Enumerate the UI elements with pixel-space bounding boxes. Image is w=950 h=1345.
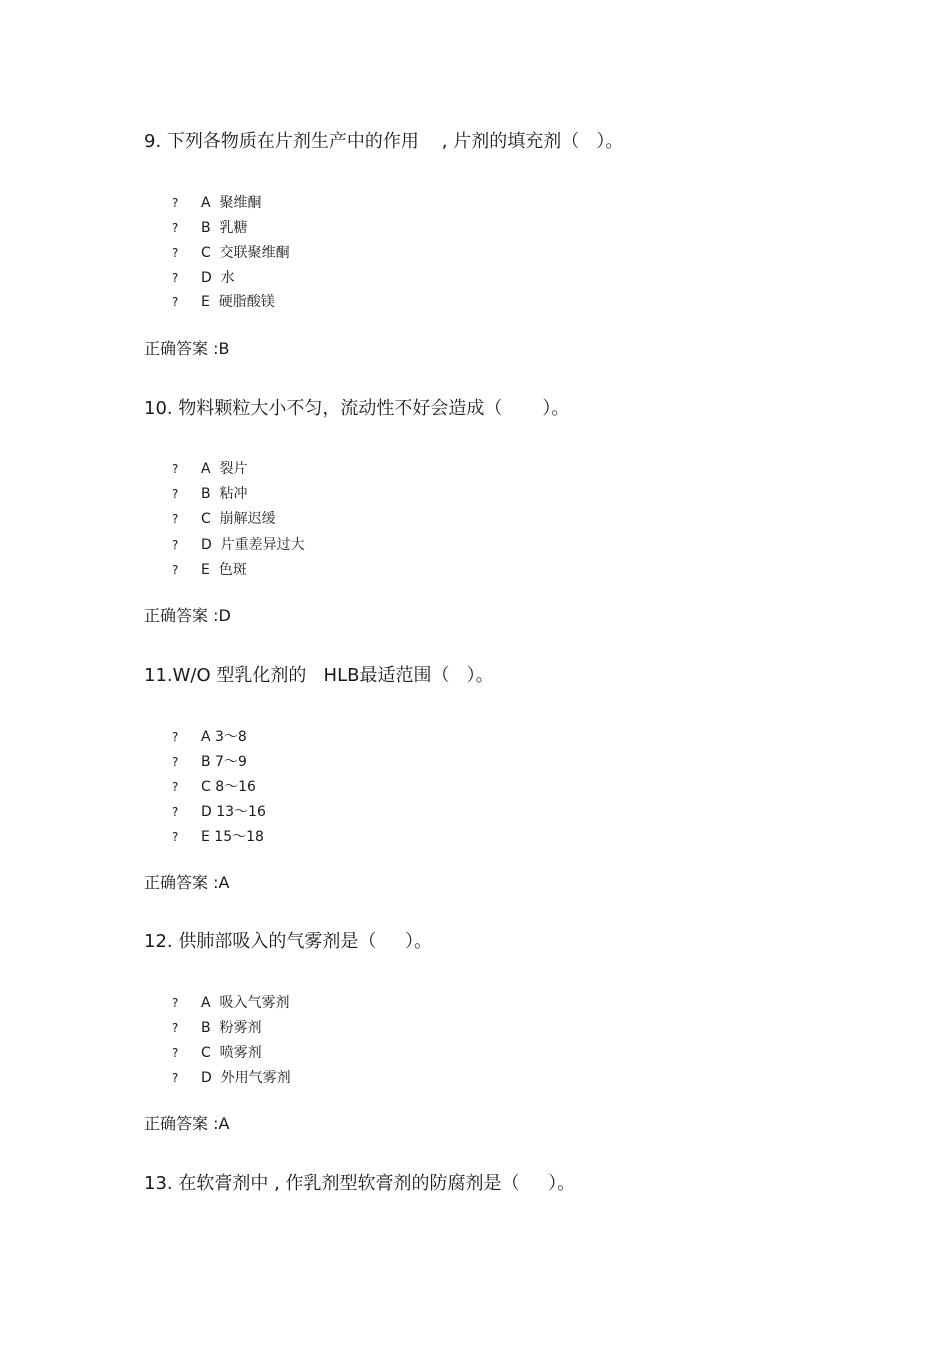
option-label: B 乳糖 <box>201 220 248 236</box>
bullet-marker: ? <box>172 1021 179 1035</box>
question-13-title: 13. 在软膏剂中 , 作乳剂型软膏剂的防腐剂是（ ）。 <box>144 1173 576 1194</box>
question-11-option-b <box>172 753 247 771</box>
question-9-option-d <box>172 269 235 287</box>
option-label: D 外用气雾剂 <box>201 1070 291 1086</box>
question-12-option-c <box>172 1044 262 1062</box>
bullet-marker: ? <box>172 563 179 577</box>
option-label: A 吸入气雾剂 <box>201 995 290 1011</box>
bullet-marker: ? <box>172 538 179 552</box>
question-11-option-c <box>172 778 256 796</box>
bullet-marker: ? <box>172 221 179 235</box>
option-label: C 崩解迟缓 <box>201 511 276 527</box>
question-9-option-e <box>172 293 275 311</box>
question-12-option-b <box>172 1019 262 1037</box>
question-9-option-a <box>172 194 261 212</box>
question-11-title: 11.W/O 型乳化剂的 HLB最适范围（ ）。 <box>144 665 494 686</box>
option-label: C 喷雾剂 <box>201 1045 262 1061</box>
option-label: E 硬脂酸镁 <box>201 294 275 310</box>
question-9-option-b <box>172 219 248 237</box>
question-10-option-d <box>172 536 305 554</box>
question-10-title: 10. 物料颗粒大小不匀，流动性不好会造成（ ）。 <box>144 398 570 419</box>
question-12-option-d <box>172 1069 291 1087</box>
option-label: A 裂片 <box>201 461 248 477</box>
option-label: D 片重差异过大 <box>201 537 305 553</box>
question-10-option-c <box>172 510 276 528</box>
question-11-option-a <box>172 728 247 746</box>
bullet-marker: ? <box>172 196 179 210</box>
option-label: D 水 <box>201 270 235 286</box>
bullet-marker: ? <box>172 1046 179 1060</box>
question-10-option-a <box>172 460 247 478</box>
question-12-title: 12. 供肺部吸入的气雾剂是（ ）。 <box>144 931 432 952</box>
option-label: B 7～9 <box>201 754 247 770</box>
question-10-option-b <box>172 485 248 503</box>
bullet-marker: ? <box>172 295 179 309</box>
bullet-marker: ? <box>172 246 179 260</box>
option-label: B 粘冲 <box>201 486 248 502</box>
question-9-option-c <box>172 244 290 262</box>
option-label: E 色斑 <box>201 562 247 578</box>
question-9-answer: 正确答案 :B <box>144 339 230 358</box>
bullet-marker: ? <box>172 755 179 769</box>
question-11-option-d <box>172 803 266 821</box>
bullet-marker: ? <box>172 780 179 794</box>
option-label: A 聚维酮 <box>201 195 262 211</box>
bullet-marker: ? <box>172 730 179 744</box>
option-label: B 粉雾剂 <box>201 1020 262 1036</box>
bullet-marker: ? <box>172 1071 179 1085</box>
bullet-marker: ? <box>172 805 179 819</box>
question-10-answer: 正确答案 :D <box>144 606 231 625</box>
option-label: D 13～16 <box>201 804 266 820</box>
option-label: C 8～16 <box>201 779 256 795</box>
bullet-marker: ? <box>172 830 179 844</box>
option-label: A 3～8 <box>201 729 247 745</box>
bullet-marker: ? <box>172 512 179 526</box>
question-12-option-a <box>172 994 289 1012</box>
option-label: C 交联聚维酮 <box>201 245 290 261</box>
question-12-answer: 正确答案 :A <box>144 1114 230 1133</box>
question-11-answer: 正确答案 :A <box>144 873 230 892</box>
bullet-marker: ? <box>172 462 179 476</box>
question-9-title: 9. 下列各物质在片剂生产中的作用 , 片剂的填充剂（ ）。 <box>144 131 624 152</box>
option-label: E 15～18 <box>201 829 264 845</box>
bullet-marker: ? <box>172 487 179 501</box>
bullet-marker: ? <box>172 271 179 285</box>
bullet-marker: ? <box>172 996 179 1010</box>
question-10-option-e <box>172 561 247 579</box>
question-11-option-e <box>172 828 264 846</box>
